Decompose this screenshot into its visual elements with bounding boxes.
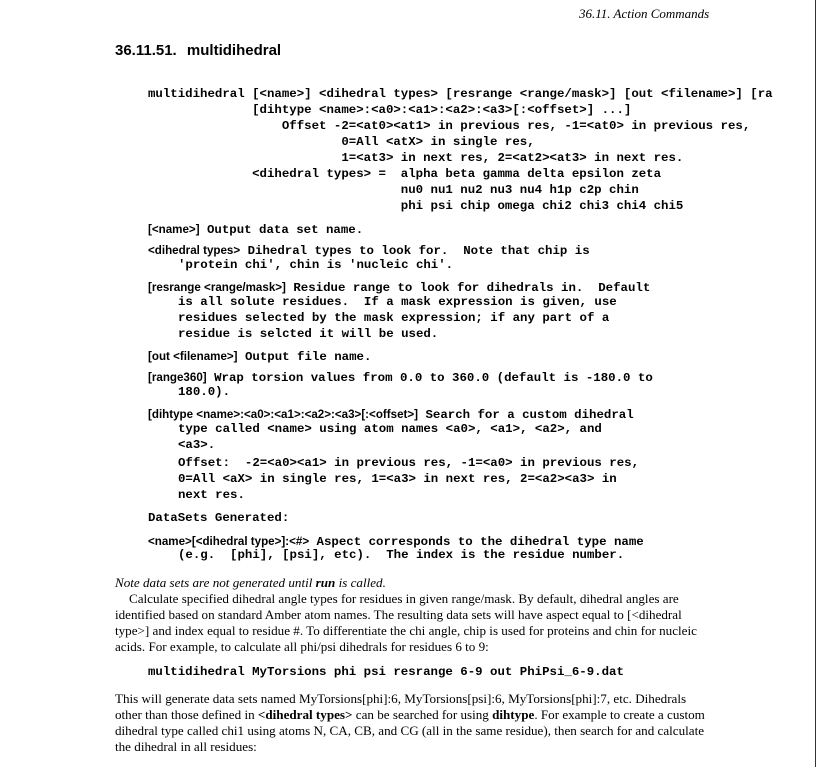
arg-desc: Dihedral types to look for. Note that chip is: [240, 244, 590, 258]
usage-line: [dihtype <name>:<a0>:<a1>:<a2>:<a3>[:<offset>] ...]: [148, 103, 632, 117]
text-span: . For example to create a custom: [534, 707, 705, 723]
keyword: <dihedral types>: [257, 707, 353, 723]
dataset-label: <name>[<dihedral type>]:<#>: [148, 535, 310, 548]
note-text: Note data sets are not generated until: [115, 575, 316, 590]
paragraph-line: the dihedral in all residues:: [115, 739, 257, 755]
body-text-2: [115, 691, 715, 755]
note-text: is called.: [335, 575, 386, 590]
arg-desc-cont: 'protein chi', chin is 'nucleic chi'.: [178, 258, 454, 272]
arg-desc-cont: next res.: [178, 488, 245, 502]
dataset-desc-cont: (e.g. [phi], [psi], etc). The index is the residue number.: [178, 548, 625, 562]
arg-desc-cont: Offset: -2=<a0><a1> in previous res, -1=<a0> in previous res,: [178, 456, 640, 470]
arg-label: [resrange <range/mask>]: [148, 281, 286, 294]
arg-desc-cont: type called <name> using atom names <a0>, <a1>, <a2>, and: [178, 422, 602, 436]
arg-desc: Residue range to look for dihedrals in. Default: [285, 281, 651, 295]
example-command: multidihedral MyTorsions phi psi resrange 6-9 out PhiPsi_6-9.dat: [148, 665, 624, 679]
text-span: can be searched for using: [352, 707, 493, 723]
arg-name: [148, 220, 363, 238]
arg-desc-cont: is all solute residues. If a mask expression is given, use: [178, 295, 617, 309]
page-edge-rule: [815, 0, 816, 767]
paragraph-line: type>] and index equal to residue #. To differentiate the chi angle, chip is used for proteins and chin for nucleic: [115, 623, 697, 639]
section-heading: [115, 42, 281, 59]
arg-desc-cont: 0=All <aX> in single res, 1=<a3> in next res, 2=<a2><a3> in: [178, 472, 617, 486]
note-line: [115, 575, 715, 591]
body-text: [115, 575, 715, 655]
arg-desc: Search for a custom dihedral: [418, 408, 634, 422]
keyword: dihtype: [492, 707, 535, 723]
usage-line: 0=All <atX> in single res,: [148, 135, 535, 149]
arg-out: [148, 347, 371, 365]
usage-line: 1=<at3> in next res, 2=<at2><at3> in next res.: [148, 151, 684, 165]
arg-desc: Output file name.: [237, 350, 372, 364]
paragraph-line: identified based on standard Amber atom names. The resulting data sets will have aspect equal to [<dihedral: [115, 607, 682, 623]
paragraph-line: [115, 707, 715, 723]
arg-desc: Wrap torsion values from 0.0 to 360.0 (default is -180.0 to: [206, 371, 653, 385]
arg-desc-cont: 180.0).: [178, 385, 231, 399]
paragraph-line: dihedral type called chi1 using atoms N, CA, CB, and CG (all in the same residue), then search for and calculate: [115, 723, 705, 739]
paragraph-line: This will generate data sets named MyTorsions[phi]:6, MyTorsions[psi]:6, MyTorsions[phi]:7, etc. Dihedrals: [115, 691, 687, 706]
usage-line: multidihedral [<name>] <dihedral types> [resrange <range/mask>] [out <filename>] [ra: [148, 87, 773, 101]
text-span: other than those defined in: [115, 707, 258, 723]
arg-desc-cont: <a3>.: [178, 438, 216, 452]
section-number: 36.11.51.: [115, 42, 177, 59]
arg-desc-cont: residues selected by the mask expression; if any part of a: [178, 311, 610, 325]
arg-desc: Output data set name.: [199, 223, 364, 237]
paragraph-line: Calculate specified dihedral angle types for residues in given range/mask. By default, dihedral angles are: [129, 591, 679, 607]
paragraph-line: acids. For example, to calculate all phi/psi dihedrals for residues 6 to 9:: [115, 639, 489, 655]
datasets-heading: DataSets Generated:: [148, 511, 290, 525]
arg-label: [dihtype <name>:<a0>:<a1>:<a2>:<a3>[:<offset>]: [148, 408, 419, 421]
note-keyword: run: [315, 575, 336, 590]
running-header: 36.11. Action Commands: [579, 6, 710, 21]
arg-label: [out <filename>]: [148, 350, 238, 363]
arg-label: <dihedral types>: [148, 244, 241, 257]
usage-line: <dihedral types> = alpha beta gamma delta epsilon zeta: [148, 167, 662, 181]
arg-label: [<name>]: [148, 223, 200, 236]
section-title: multidihedral: [186, 42, 282, 59]
usage-line: phi psi chip omega chi2 chi3 chi4 chi5: [148, 199, 684, 213]
usage-line: nu0 nu1 nu2 nu3 nu4 h1p c2p chin: [148, 183, 639, 197]
arg-label: [range360]: [148, 371, 207, 384]
arg-desc-cont: residue is selcted it will be used.: [178, 327, 439, 341]
dataset-desc: Aspect corresponds to the dihedral type name: [309, 535, 644, 549]
usage-line: Offset -2=<at0><at1> in previous res, -1=<at0> in previous res,: [148, 119, 751, 133]
